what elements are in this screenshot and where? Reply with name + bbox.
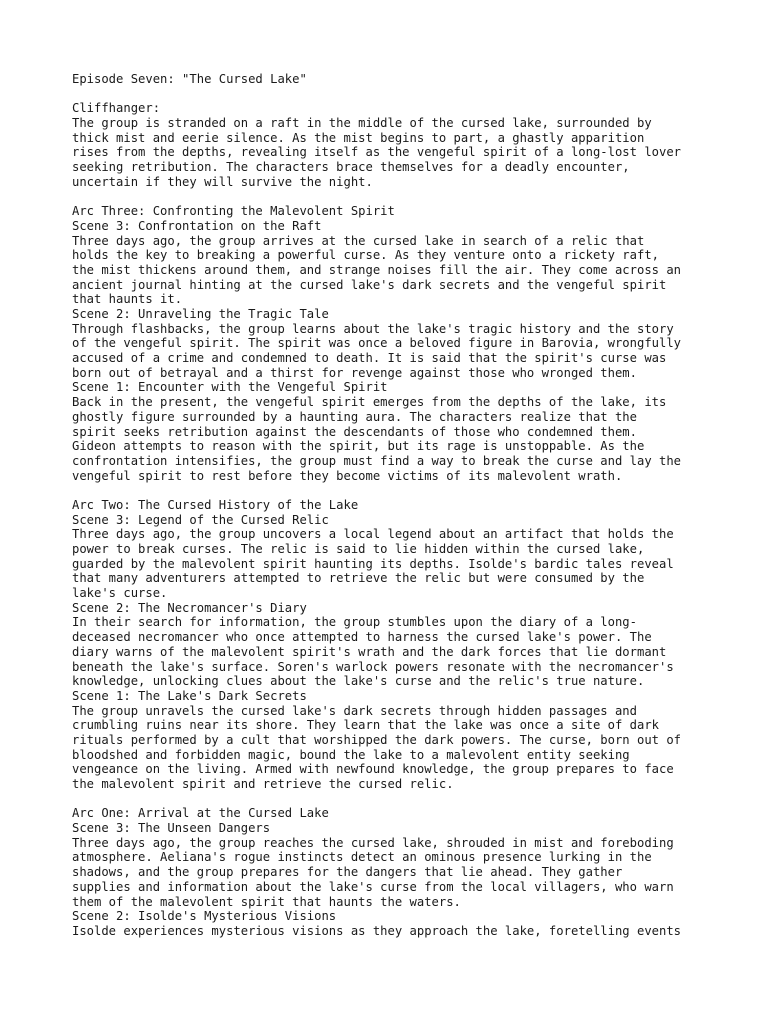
body-line: Back in the present, the vengeful spirit emerges from the depths of the lake, its (72, 395, 667, 410)
body-line: rituals performed by a cult that worshipped the dark powers. The curse, born out of (72, 732, 682, 747)
arc-heading: Arc Two: The Cursed History of the Lake (72, 497, 359, 512)
body-line: beneath the lake's surface. Soren's warlock powers resonate with the necromancer's (72, 659, 674, 674)
blank-line (72, 792, 732, 807)
body-line: In their search for information, the group stumbles upon the diary of a long- (72, 615, 637, 630)
body-line: atmosphere. Aeliana's rogue instincts detect an ominous presence lurking in the (72, 850, 652, 865)
scene-heading: Scene 3: The Unseen Dangers (72, 821, 271, 836)
body-line: born out of betrayal and a thirst for revenge against those who wronged them. (72, 365, 637, 380)
body-line: supplies and information about the lake's curse from the local villagers, who warn (72, 879, 674, 894)
body-line: power to break curses. The relic is said to lie hidden within the cursed lake, (72, 542, 645, 556)
body-line: the malevolent spirit and retrieve the cursed relic. (72, 777, 454, 791)
body-line: guarded by the malevolent spirit haunting its depths. Isolde's bardic tales reveal (72, 556, 674, 571)
document-body (72, 72, 732, 939)
body-line: them of the malevolent spirit that haunts the waters. (72, 894, 461, 909)
body-line: vengeance on the living. Armed with newfound knowledge, the group prepares to face (72, 762, 674, 777)
body-line: ancient journal hinting at the cursed lake's dark secrets and the vengeful spirit (72, 277, 667, 292)
scene-heading: Scene 2: Isolde's Mysterious Visions (72, 909, 337, 924)
body-line: confrontation intensifies, the group must find a way to break the curse and lay the (72, 453, 682, 468)
body-line: holds the key to breaking a powerful curse. As they venture onto a rickety raft, (72, 248, 659, 263)
body-line: bloodshed and forbidden magic, bound the lake to a malevolent entity seeking (72, 747, 630, 762)
blank-line (72, 483, 732, 498)
body-line: ghostly figure surrounded by a haunting aura. The characters realize that the (72, 409, 637, 424)
body-line: Isolde experiences mysterious visions as they approach the lake, foretelling events (72, 923, 682, 938)
body-line: spirit seeks retribution against the descendants of those who condemned them. (72, 424, 637, 439)
body-line: The group is stranded on a raft in the middle of the cursed lake, surrounded by (72, 116, 652, 131)
body-line: knowledge, unlocking clues about the lake's curse and the relic's true nature. (72, 674, 645, 689)
body-line: uncertain if they will survive the night. (72, 174, 373, 189)
body-line: crumbling ruins near its shore. They learn that the lake was once a site of dark (72, 718, 659, 733)
body-line: Through flashbacks, the group learns about the lake's tragic history and the story (72, 321, 674, 336)
section-heading: Cliffhanger: (72, 101, 161, 116)
body-line: that haunts it. (72, 292, 183, 307)
blank-line (72, 190, 732, 205)
arc-heading: Arc One: Arrival at the Cursed Lake (72, 806, 329, 821)
body-line: accused of a crime and condemned to death. It is said that the spirit's curse was (72, 351, 667, 366)
body-line: shadows, and the group prepares for the dangers that lie ahead. They gather (72, 865, 623, 880)
arc-heading: Arc Three: Confronting the Malevolent Spirit (72, 204, 395, 219)
body-line: Gideon attempts to reason with the spirit, but its rage is unstoppable. As the (72, 439, 645, 454)
body-line: the mist thickens around them, and strange noises fill the air. They come across an (72, 262, 682, 277)
scene-heading: Scene 3: Legend of the Cursed Relic (72, 512, 329, 527)
body-line: rises from the depths, revealing itself as the vengeful spirit of a long-lost lover (72, 145, 682, 160)
episode-title: Episode Seven: "The Cursed Lake" (72, 72, 307, 86)
body-line: of the vengeful spirit. The spirit was once a beloved figure in Barovia, wrongfully (72, 336, 682, 351)
scene-heading: Scene 1: Encounter with the Vengeful Spirit (72, 380, 388, 395)
body-line: vengeful spirit to rest before they become victims of its malevolent wrath. (72, 468, 623, 483)
scene-heading: Scene 2: The Necromancer's Diary (72, 600, 307, 615)
body-line: deceased necromancer who once attempted to harness the cursed lake's power. The (72, 630, 652, 645)
body-line: that many adventurers attempted to retrieve the relic but were consumed by the (72, 571, 645, 586)
scene-heading: Scene 2: Unraveling the Tragic Tale (72, 307, 329, 321)
body-line: The group unravels the cursed lake's dark secrets through hidden passages and (72, 703, 637, 718)
body-line: lake's curse. (72, 586, 168, 601)
body-line: Three days ago, the group reaches the cursed lake, shrouded in mist and foreboding (72, 835, 674, 850)
body-line: thick mist and eerie silence. As the mist begins to part, a ghastly apparition (72, 130, 645, 145)
body-line: diary warns of the malevolent spirit's wrath and the dark forces that lie dormant (72, 644, 667, 659)
blank-line (72, 87, 732, 102)
scene-heading: Scene 1: The Lake's Dark Secrets (72, 688, 307, 703)
body-line: Three days ago, the group arrives at the cursed lake in search of a relic that (72, 233, 645, 248)
body-line: Three days ago, the group uncovers a local legend about an artifact that holds the (72, 527, 674, 542)
body-line: seeking retribution. The characters brace themselves for a deadly encounter, (72, 160, 630, 175)
scene-heading: Scene 3: Confrontation on the Raft (72, 218, 322, 233)
